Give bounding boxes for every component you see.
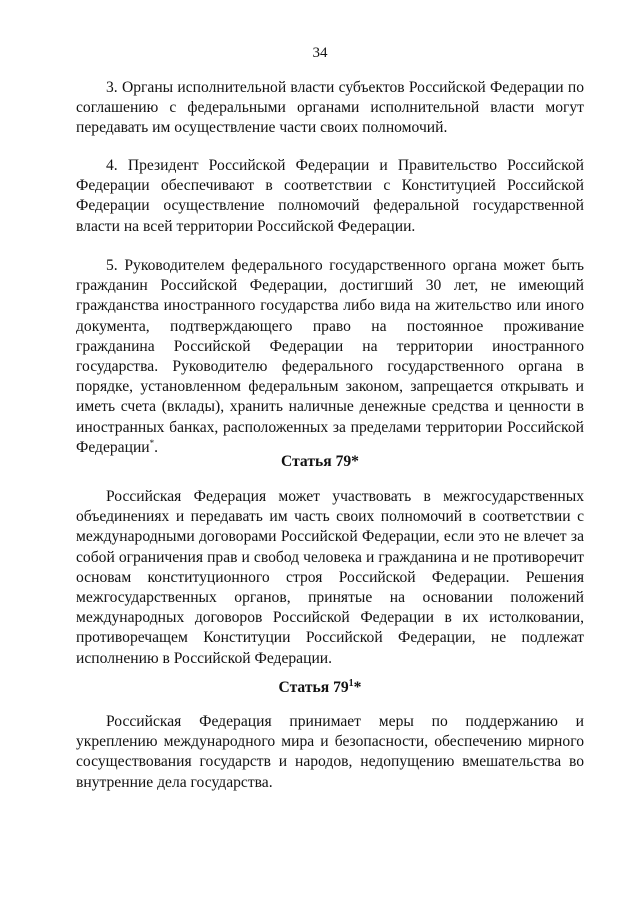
article-79-text: Российская Федерация может участвовать в межгосударственных объединениях и передавать им часть своих полномочий в соответствии с международными договорами Российской Федерации, если это не влечет за собой ограничения прав и свобод человека и гражданина и не противоречит основам конституционного строя Российской Федерации. Решения межгосударственных органов, принятые на основании положений международных договоров Российской Федерации в их истолковании, противоречащем Конституции Российской Федерации, не подлежат исполнению в Российской Федерации. xyxy=(76,488,584,667)
article-79-1-heading-suffix: * xyxy=(353,679,362,697)
article-79-1-heading-main: Статья 79 xyxy=(278,679,349,697)
footnote-mark: * xyxy=(149,437,155,448)
article-79-1-heading-sup: 1 xyxy=(348,678,354,689)
article-79-paragraph xyxy=(76,487,584,669)
paragraph-5 xyxy=(76,256,584,458)
paragraph-3-text: 3. Органы исполнительной власти субъектов Российской Федерации по соглашению с федеральными органами исполнительной власти могут передавать им осуществление части своих полномочий. xyxy=(76,79,584,137)
article-79-1-paragraph xyxy=(76,712,584,793)
article-79-1-heading xyxy=(0,674,640,698)
article-79-heading: Статья 79* xyxy=(281,453,359,470)
paragraph-5-end: . xyxy=(154,438,159,456)
page-number: 34 xyxy=(312,45,328,61)
paragraph-3 xyxy=(76,78,584,139)
paragraph-5-text: 5. Руководителем федерального государственного органа может быть гражданин Российской Федерации, достигший 30 лет, не имеющий гражданства иностранного государства либо вида на жительство или иного документа, подтверждающего право на постоянное проживание гражданина Российской Федерации на территории иностранного государства. Руководителю федерального государственного органа в порядке, установленном федеральным законом, запрещается открывать и иметь счета (вклады), хранить наличные денежные средства и ценности в иностранных банках, расположенных за пределами территории Российской Федерации xyxy=(76,257,584,456)
paragraph-5-body xyxy=(76,256,584,458)
paragraph-4 xyxy=(76,156,584,237)
article-79-1-text: Российская Федерация принимает меры по поддержанию и укреплению международного мира и безопасности, обеспечению мирного сосуществования государств и народов, недопущению вмешательства во внутренние дела государства. xyxy=(76,713,584,791)
paragraph-4-text: 4. Президент Российской Федерации и Правительство Российской Федерации обеспечивают в соответствии с Конституцией Российской Федерации осуществление полномочий федеральной государственной власти на всей территории Российской Федерации. xyxy=(76,157,584,235)
